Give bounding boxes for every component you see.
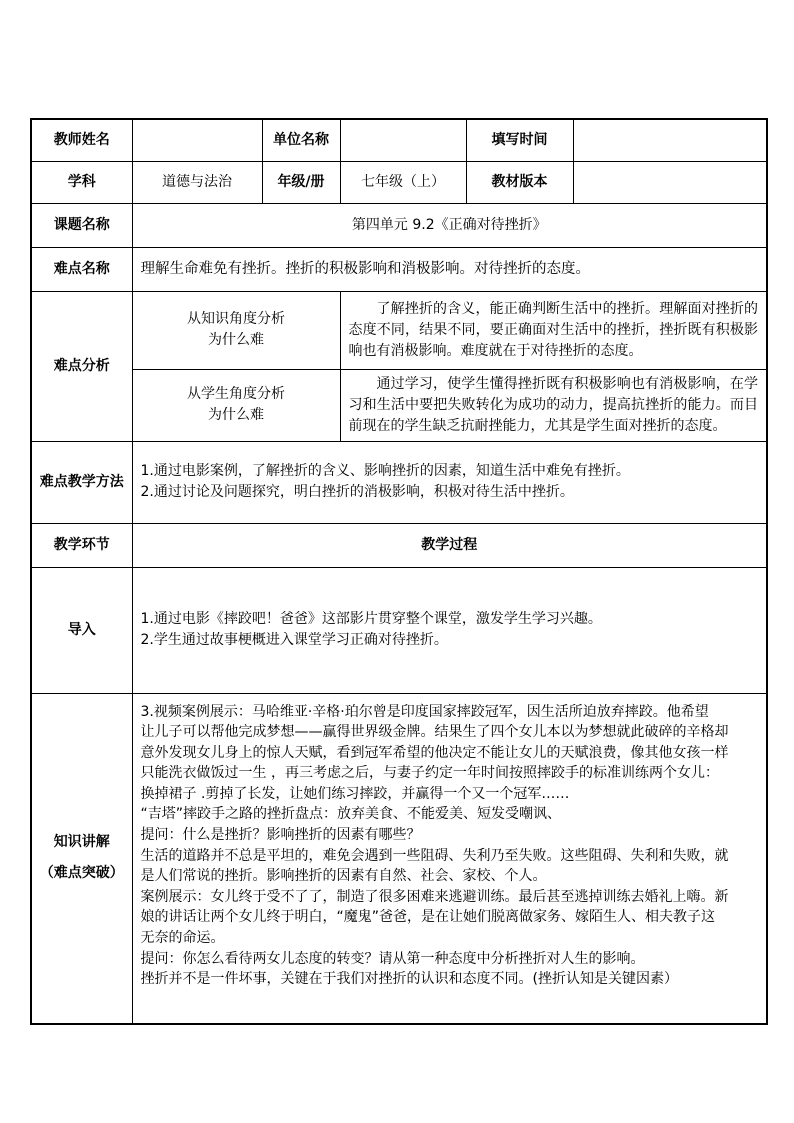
knowledge-line: 换掉裙子 .剪掉了长发，让她们练习摔跤，并赢得一个又一个冠军…… bbox=[140, 785, 570, 802]
knowledge-label-main: 知识讲解 bbox=[53, 834, 110, 851]
process-header-row bbox=[31, 523, 767, 567]
knowledge-label-sub: （难点突破） bbox=[39, 865, 124, 882]
fill-time-value[interactable] bbox=[573, 119, 767, 161]
knowledge-line: 让儿子可以帮他完成梦想——赢得世界级金牌。结果生了四个女儿本以为梦想就此破碎的辛格却 bbox=[140, 724, 729, 741]
process-content-header: 教学过程 bbox=[132, 523, 767, 567]
teacher-name-label: 教师姓名 bbox=[31, 119, 132, 161]
header-row-2 bbox=[31, 161, 767, 203]
header-row-1 bbox=[31, 119, 767, 161]
grade-label: 年级/册 bbox=[262, 161, 340, 203]
method-line-1: 1.通过电影案例，了解挫折的含义、影响挫折的因素，知道生活中难免有挫折。 bbox=[140, 463, 630, 479]
edition-label: 教材版本 bbox=[466, 161, 573, 203]
knowledge-row bbox=[31, 693, 767, 1024]
intro-line-2: 2.学生通过故事梗概进入课堂学习正确对待挫折。 bbox=[140, 632, 448, 648]
knowledge-angle-label bbox=[132, 291, 340, 369]
method-label: 难点教学方法 bbox=[31, 441, 132, 523]
topic-label: 课题名称 bbox=[31, 203, 132, 247]
teacher-name-value[interactable] bbox=[132, 119, 262, 161]
intro-line-1: 1.通过电影《摔跤吧！爸爸》这部影片贯穿整个课堂，激发学生学习兴趣。 bbox=[140, 611, 602, 627]
topic-row bbox=[31, 203, 767, 247]
knowledge-line: 3.视频案例展示：马哈维亚·辛格·珀尔曾是印度国家摔跤冠军，因生活所迫放弃摔跤。他希望 bbox=[140, 703, 709, 720]
intro-row bbox=[31, 567, 767, 693]
knowledge-line: 意外发现女儿身上的惊人天赋，看到冠军希望的他决定不能让女儿的天赋浪费，像其他女孩一样 bbox=[140, 744, 729, 761]
method-line-2: 2.通过讨论及问题探究，明白挫折的消极影响，积极对待生活中挫折。 bbox=[140, 484, 574, 500]
knowledge-content bbox=[132, 693, 767, 1024]
analysis-row-knowledge bbox=[31, 291, 767, 369]
method-content bbox=[132, 441, 767, 523]
grade-value: 七年级（上） bbox=[340, 161, 466, 203]
knowledge-line: 只能洗衣做饭过一生 ，再三考虑之后，与妻子约定一年时间按照摔跤手的标准训练两个女儿： bbox=[140, 765, 719, 782]
difficulty-label: 难点名称 bbox=[31, 247, 132, 291]
knowledge-line: 无奈的命运。 bbox=[140, 930, 225, 947]
lesson-plan-table bbox=[30, 118, 768, 1025]
knowledge-line: 生活的道路并不总是平坦的，难免会遇到一些阻碍、失利乃至失败。这些阻碍、失利和失败，就 bbox=[140, 847, 729, 864]
unit-name-label: 单位名称 bbox=[262, 119, 340, 161]
topic-value: 第四单元 9.2《正确对待挫折》 bbox=[132, 203, 767, 247]
knowledge-angle-line-1: 从知识角度分析 bbox=[187, 311, 285, 327]
subject-value: 道德与法治 bbox=[132, 161, 262, 203]
knowledge-label bbox=[31, 693, 132, 1024]
intro-content bbox=[132, 567, 767, 693]
analysis-row-student bbox=[31, 369, 767, 441]
knowledge-angle-text: 了解挫折的含义，能正确判断生活中的挫折。理解面对挫折的态度不同，结果不同，要正确面对生活中的挫折，挫折既有积极影响也有消极影响。难度就在于对待挫折的态度。 bbox=[340, 291, 767, 369]
intro-label: 导入 bbox=[31, 567, 132, 693]
unit-name-value[interactable] bbox=[340, 119, 466, 161]
knowledge-line: 提问：什么是挫折？影响挫折的因素有哪些？ bbox=[140, 827, 421, 844]
analysis-label: 难点分析 bbox=[31, 291, 132, 441]
process-stage-header: 教学环节 bbox=[31, 523, 132, 567]
method-row bbox=[31, 441, 767, 523]
difficulty-row bbox=[31, 247, 767, 291]
knowledge-line: 案例展示：女儿终于受不了了，制造了很多困难来逃避训练。最后甚至逃掉训练去婚礼上嗨。新 bbox=[140, 888, 729, 905]
knowledge-line: 娘的讲话让两个女儿终于明白，“魔鬼”爸爸，是在让她们脱离做家务、嫁陌生人、相夫教子这 bbox=[140, 909, 716, 926]
student-angle-label bbox=[132, 369, 340, 441]
knowledge-line: 挫折并不是一件坏事，关键在于我们对挫折的认识和态度不同。(挫折认知是关键因素） bbox=[140, 971, 678, 988]
subject-label: 学科 bbox=[31, 161, 132, 203]
knowledge-line: “吉塔”摔跤手之路的挫折盘点：放弃美食、不能爱美、短发受嘲讽、 bbox=[140, 806, 562, 823]
student-angle-line-1: 从学生角度分析 bbox=[187, 386, 285, 402]
knowledge-angle-line-2: 为什么难 bbox=[208, 332, 264, 348]
knowledge-line: 提问：你怎么看待两女儿态度的转变？请从第一种态度中分析挫折对人生的影响。 bbox=[140, 950, 645, 967]
edition-value[interactable] bbox=[573, 161, 767, 203]
student-angle-line-2: 为什么难 bbox=[208, 407, 264, 423]
student-angle-text: 通过学习，使学生懂得挫折既有积极影响也有消极影响，在学习和生活中要把失败转化为成功的动力，提高抗挫折的能力。而目前现在的学生缺乏抗耐挫能力，尤其是学生面对挫折的态度。 bbox=[340, 369, 767, 441]
knowledge-line: 是人们常说的挫折。影响挫折的因素有自然、社会、家校、个人。 bbox=[140, 868, 547, 885]
fill-time-label: 填写时间 bbox=[466, 119, 573, 161]
difficulty-value: 理解生命难免有挫折。挫折的积极影响和消极影响。对待挫折的态度。 bbox=[132, 247, 767, 291]
